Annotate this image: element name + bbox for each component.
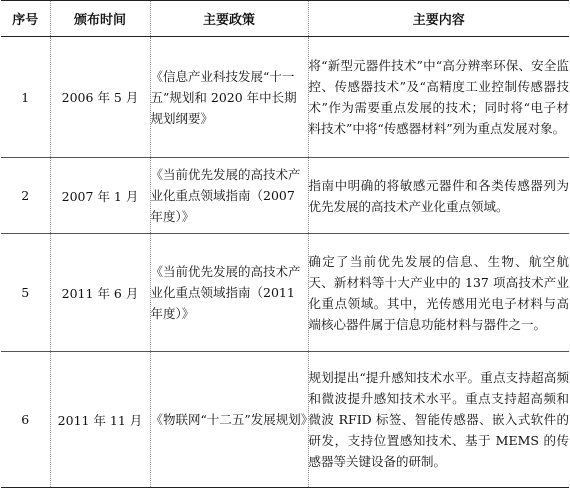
table-row (1, 37, 569, 158)
row-content-text: 指南中明确的将敏感元器件和各类传感器列为优先发展的高技术产业化重点领域。 (308, 177, 569, 214)
row-policy-text: 《物联网“十二五”发展规划》 (150, 412, 314, 427)
header-policy: 主要政策 (150, 1, 308, 37)
header-row (1, 1, 569, 37)
row-num: 6 (1, 352, 50, 488)
row-content (308, 352, 569, 488)
row-date: 2006 年 5 月 (50, 37, 150, 158)
row-policy-text: 《当前优先发展的高技术产业化重点领域指南（2011 年度）》 (150, 264, 301, 321)
row-policy (150, 158, 308, 234)
table-row (1, 352, 569, 488)
row-date: 2011 年 6 月 (50, 234, 150, 352)
row-date: 2011 年 11 月 (50, 352, 150, 488)
row-content-text: 确定了当前优先发展的信息、生物、航空航天、新材料等十大产业中的 137 项高技术产业化重点领域。其中，光传感用光电子材料与高端核心器件属于信息功能材料与器件之一。 (308, 253, 569, 332)
table-row (1, 234, 569, 352)
policy-table (1, 0, 569, 488)
row-num: 2 (1, 158, 50, 234)
row-content (308, 37, 569, 158)
row-policy (150, 352, 314, 488)
row-content-text: 规划提出“提升感知技术水平。重点支持超高频和微波提升感知技术水平。重点支持超高频和微波 RFID 标签、智能传感器、嵌入式软件的研发，支持位置感知技术、基于 MEMS 的传感器等关键设备的研制。 (308, 370, 569, 469)
row-content-text: 将“新型元器件技术”中“高分辨率环保、安全监控、传感器技术”及“高精度工业控制传感器技术”作为需要重点发展的技术；同时将“电子材料技术”中将“传感器材料”列为重点发展对象。 (308, 58, 569, 136)
row-date: 2007 年 1 月 (50, 158, 150, 234)
row-policy (150, 37, 308, 158)
table-header (1, 1, 569, 37)
row-policy (150, 234, 308, 352)
table-row (1, 158, 569, 234)
row-policy-text: 《信息产业科技发展“十一五”规划和 2020 年中长期规划纲要》 (150, 68, 297, 126)
header-content: 主要内容 (308, 1, 569, 37)
row-content (308, 158, 569, 234)
header-num: 序号 (1, 1, 50, 37)
row-policy-text: 《当前优先发展的高技术产业化重点领域指南（2007 年度）》 (150, 167, 301, 224)
row-num: 1 (1, 37, 50, 158)
table-body (1, 37, 569, 488)
row-num: 5 (1, 234, 50, 352)
header-date: 颁布时间 (50, 1, 150, 37)
row-content (308, 234, 569, 352)
